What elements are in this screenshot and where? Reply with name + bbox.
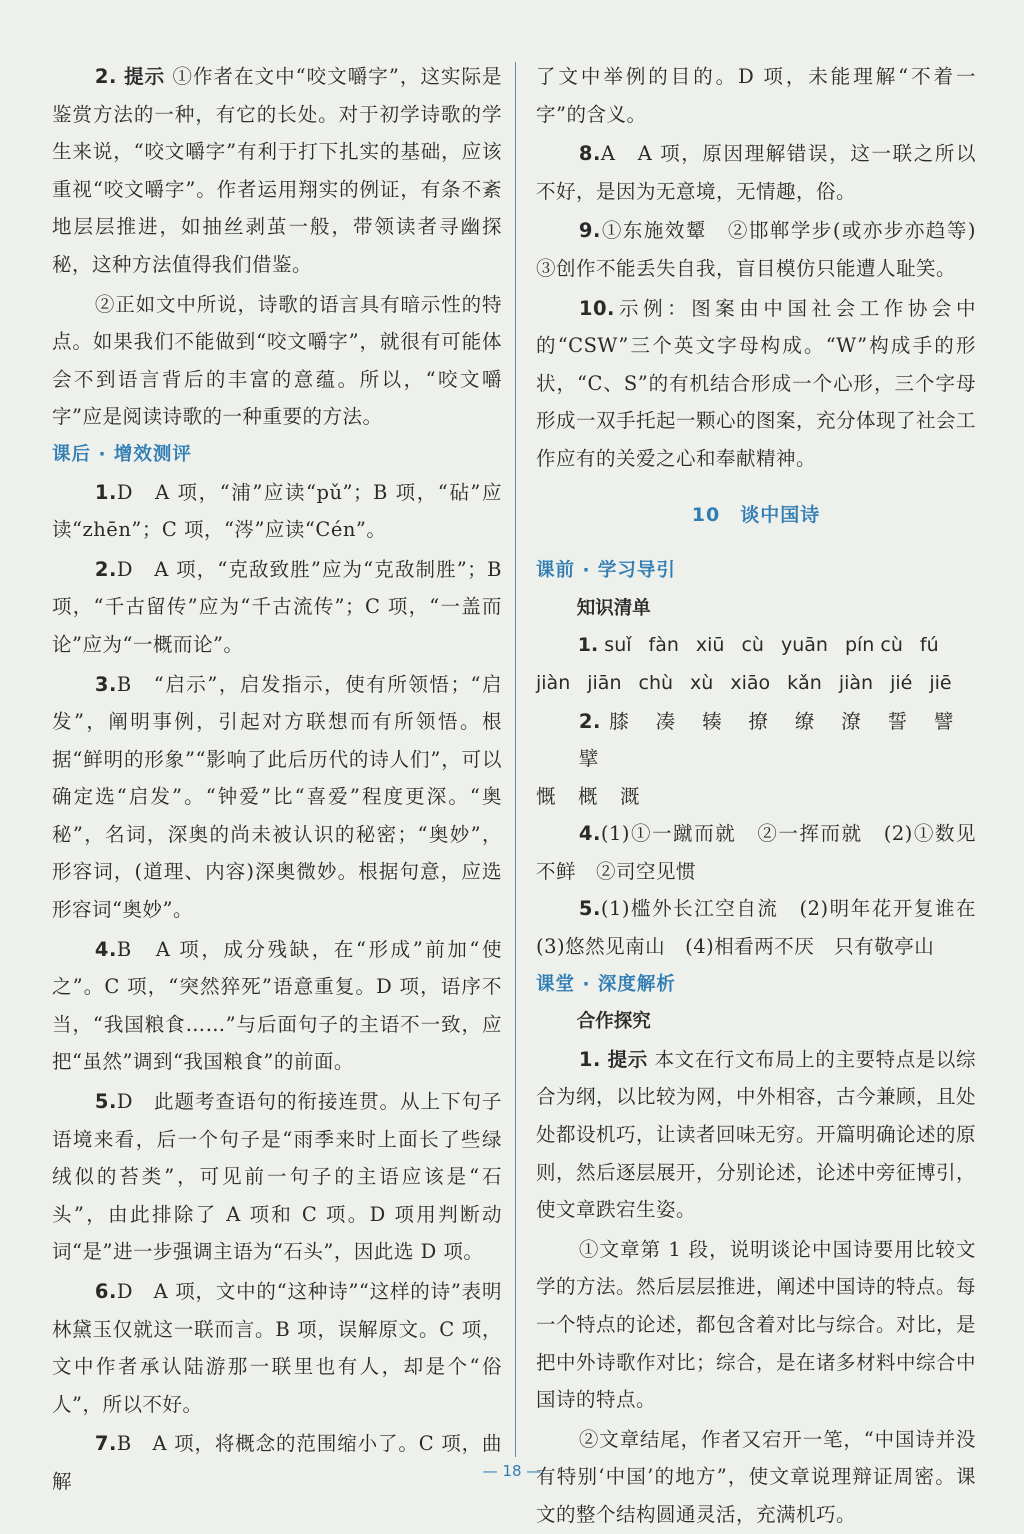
answer-item [52,1083,502,1271]
answer-item [52,474,502,549]
character: 溉 [620,784,641,808]
pinyin-syllable: xiāo [730,671,771,694]
pinyin-syllable: kǎn [787,671,822,694]
item-number: 8. [578,142,601,166]
answer-item [52,551,502,664]
item-number: 6. [94,1280,117,1303]
answer-item [52,1273,502,1423]
section-heading-before-class: 课前 · 学习导引 [536,560,676,582]
pinyin-syllable: chù [638,671,674,694]
answer-item [536,890,997,965]
item-number: 5. [94,1090,117,1114]
pinyin-syllable: fàn [648,634,679,657]
character: 概 [578,784,599,808]
item-number: 3. [94,672,117,696]
right-column [536,58,997,1534]
pinyin-syllable: jiàn [536,671,571,694]
item-text: B “启示”，启发指示，使有所领悟；“启发”，阐明事例，引起对方联想而有所领悟。根据“鲜明的形象”“影响了此后历代的诗人们”，可以确定选“启发”。“钟爱”比“喜爱”程度更深。“奥秘”，名词，深奥的尚未被认识的秘密；“奥妙”，形容词，(道理、内容)深奥微妙。根据句意，应选形容词“奥妙”。 [52,672,502,922]
pinyin-syllable: cù [741,634,764,657]
hint-label: 提示 [124,65,166,88]
character: 缭 [794,709,820,733]
question-number: 2. [94,65,117,88]
item-number: 1. [94,480,117,504]
character: 擘 [578,747,599,771]
explanation-paragraph-1: ①文章第 1 段，说明谈论中国诗要用比较文学的方法。然后层层推进，阐述中国诗的特点。每一个特点的论述，都包含着对比与综合。对比，是把中外诗歌作对比；综合，是在诸多材料中综合中国诗的特点。 [536,1237,977,1412]
item-text: D A 项，“克敌致胜”应为“克敌制胜”；B 项，“千古留传”应为“千古流传”；C 项，“一盖而论”应为“一概而论”。 [52,557,502,656]
q2-text-1: ①作者在文中“咬文嚼字”，这实际是鉴赏方法的一种，有它的长处。对于初学诗歌的学生来说，“咬文嚼字”有利于打下扎实的基础，应该重视“咬文嚼字”。作者运用翔实的例证，有条不紊地层层推进，如抽丝剥茧一般，带领读者寻幽探秘，这种方法值得我们借鉴。 [52,65,502,276]
item-text: (1)①一蹴而就 ②一挥而就 (2)①数见不鲜 ②司空见惯 [536,822,976,883]
item-number: 4. [94,937,117,961]
page-number-value: 18 [502,1462,522,1480]
answer-item [52,931,502,1081]
character: 潦 [841,709,866,733]
pinyin-row-1 [536,627,976,665]
answer-item [536,135,976,210]
item-number: 1. [577,634,599,657]
section-heading-in-class: 课堂 · 深度解析 [536,973,676,995]
item-text: 本文在行文布局上的主要特点是以综合为纲，以比较为网，中外相容，古今兼顾，且处处都设机巧，让读者回味无穷。开篇明确论述的原则，然后逐层展开，分别论述，论述中旁征博引，使文章跌宕生姿。 [536,1047,977,1222]
q2-paragraph-1 [52,58,502,284]
character: 膝 [604,709,634,733]
characters-row-2 [536,778,976,816]
section-heading-after-class: 课后 · 增效测评 [52,443,192,465]
item-number: 1. [578,1047,601,1071]
item-number: 4. [578,822,601,846]
item-number: 9. [578,219,601,243]
answer-item [52,666,502,929]
left-column [52,58,502,1501]
characters-row-1 [536,703,976,778]
pinyin-syllable: pín cù [844,634,903,657]
pinyin-syllable: jiān [587,671,622,694]
column-divider [515,62,516,1457]
item-text: B A 项，成分残缺，在“形成”前加“使之”。C 项，“突然猝死”语意重复。D 项，语序不当，“我国粮食……”与后面句子的主语不一致，应把“虽然”调到“我国粮食”的前面。 [52,937,502,1074]
item-text: D A 项，文中的“这种诗”“这样的诗”表明林黛玉仅就这一联而言。B 项，误解原文。C 项，文中作者承认陆游那一联里也有人，却是个“俗人”，所以不好。 [52,1280,502,1416]
answer-item [536,815,976,890]
pinyin-syllable: jié [890,671,913,694]
character: 撩 [748,709,773,733]
explanation-paragraph-2: ②文章结尾，作者又宕开一笔，“中国诗并没有特别‘中国’的地方”，使文章说理辩证周密。课文的整个结构圆通灵活，充满机巧。 [536,1427,976,1526]
item-text: A A 项，原因理解错误，这一联之所以不好，是因为无意境，无情趣，俗。 [536,142,976,203]
pinyin-syllable: xiū [695,634,725,657]
pinyin-syllable: yuān [780,634,828,657]
item-number: 5. [578,897,601,921]
pinyin-syllable: jiē [929,671,952,694]
pinyin-syllable: suǐ [604,634,632,657]
item-text: B A 项，将概念的范围缩小了。C 项，曲解 [52,1432,502,1493]
answer-item [536,212,997,287]
lesson-title: 10 谈中国诗 [691,503,821,526]
subheading-knowledge-list: 知识清单 [576,597,651,619]
character: 慨 [536,784,557,808]
pinyin-row-2 [536,665,976,703]
item-text: 示例：图案由中国社会工作协会中的“CSW”三个英文字母构成。“W”构成手的形状，“C、S”的有机结合形成一个心形，三个字母形成一双手托起一颗心的图案，充分体现了社会工作应有的关爱之心和奉献精神。 [536,296,977,470]
answer-item [536,290,976,478]
page-number: — 18 — [482,1462,542,1480]
subheading-cooperative-inquiry: 合作探究 [576,1011,651,1033]
pinyin-syllable: fú [919,634,939,657]
character: 誓 [887,709,912,733]
item-text: (1)槛外长江空自流 (2)明年花开复谁在 (3)悠然见南山 (4)相看两不厌 只有敬亭山 [536,897,997,959]
continued-text: 了文中举例的目的。D 项，未能理解“不着一字”的含义。 [536,65,976,126]
item-text: D 此题考查语句的衔接连贯。从上下句子语境来看，后一个句子是“雨季来时上面长了些绿绒似的苔类”，可见前一句子的主语应该是“石头”，由此排除了 A 项和 C 项。D 项用判断动词“是”进一步强调主语为“石头”，因此选 D 项。 [52,1090,502,1264]
character: 辏 [702,709,727,733]
pinyin-syllable: xù [690,671,714,694]
item-text: D A 项，“浦”应读“pǔ”；B 项，“砧”应读“zhēn”；C 项，“涔”应读“Cén”。 [52,480,502,542]
item-text: ①东施效颦 ②邯郸学步(或亦步亦趋等) ③创作不能丢失自我，盲目模仿只能遭人耻笑。 [536,219,997,280]
item-number: 2. [94,557,117,581]
item-number: 7. [94,1432,117,1456]
pinyin-syllable: jiàn [838,671,874,694]
q2-paragraph-2: ②正如文中所说，诗歌的语言具有暗示性的特点。如果我们不能做到“咬文嚼字”，就很有可能体会不到语言背后的丰富的意蕴。所以，“咬文嚼字”应是阅读诗歌的一种重要的方法。 [52,292,502,429]
hint-label: 提示 [607,1047,648,1071]
character: 譬 [933,709,954,733]
item-number: 10. [578,296,615,320]
item-number: 2. [578,709,601,733]
answer-item [536,1041,976,1229]
character: 凑 [655,709,681,733]
